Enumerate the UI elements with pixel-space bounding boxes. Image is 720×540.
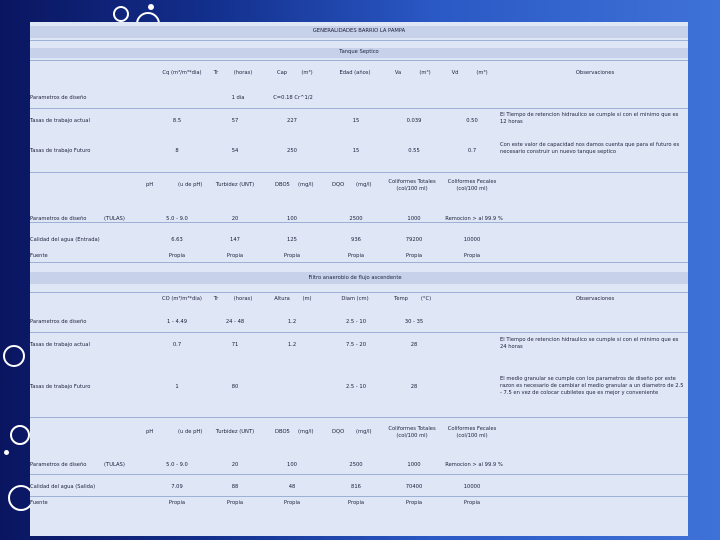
cell: 1.2	[287, 342, 297, 348]
cell: Propia	[347, 253, 365, 259]
col-header: Altura	[274, 296, 290, 302]
cell: 0.55	[408, 148, 420, 154]
cell: 1000	[407, 462, 421, 468]
cell: Propia	[168, 500, 186, 506]
col-header: DQO	[332, 429, 345, 435]
cell: 57	[231, 118, 239, 124]
cell: 5.0 - 9.0	[166, 462, 188, 468]
row-sublabel: (TULAS)	[104, 216, 125, 222]
col-header: pH	[146, 429, 154, 435]
cell: 0.7	[467, 148, 477, 154]
col-header: DBO5	[275, 429, 290, 435]
cell: Remocion > al 99.9 %	[445, 216, 503, 222]
observation: Con este valor de capacidad nos damos cuenta que para el futuro es necesario construir un nuevo tanque septico	[500, 142, 680, 155]
cell: 1.2	[287, 319, 297, 325]
decor-ring	[3, 345, 25, 367]
decor-ring	[10, 425, 30, 445]
cell: 8	[175, 148, 179, 154]
cell: 28	[410, 342, 418, 348]
col-header: Temp	[394, 296, 408, 302]
observation: El medio granular se cumple con los parametros de diseño por este razon es necesario de cambiar el medio granular a un diametro de 2.5 - 7.5 en vez de colocar cubiletes que es mejor y conveniente	[500, 376, 684, 396]
cell: 5.0 - 9.0	[166, 216, 188, 222]
row-label: Fuente	[30, 500, 48, 506]
col-header: Coliformes Totales (col/100 ml)	[388, 179, 436, 192]
row-sublabel: (TULAS)	[104, 462, 125, 468]
col-header: (m³)	[419, 70, 431, 76]
section-title: Tanque Septico	[339, 49, 379, 55]
cell: Propia	[405, 500, 423, 506]
col-header: Va	[394, 70, 402, 76]
cell: Propia	[283, 253, 301, 259]
cell: 20	[231, 216, 239, 222]
cell: 20	[231, 462, 239, 468]
row-label: Tasas de trabajo actual	[30, 118, 90, 124]
col-header: DQO	[332, 182, 345, 188]
cell: 71	[231, 342, 239, 348]
col-header: Turbidez (UNT)	[215, 429, 255, 435]
cell: Propia	[226, 253, 244, 259]
cell: 0.7	[172, 342, 182, 348]
cell: 936	[351, 237, 361, 243]
col-header: (horas)	[233, 296, 253, 302]
col-header: (m)	[302, 296, 312, 302]
col-header: (°C)	[420, 296, 432, 302]
cell: Propia	[347, 500, 365, 506]
col-header: Coliformes Totales (col/100 ml)	[388, 426, 436, 439]
row-label: Tasas de trabajo Futuro	[30, 384, 91, 390]
col-header: Diam (cm)	[341, 296, 369, 302]
cell: 10000	[463, 484, 481, 490]
col-header: Vd	[451, 70, 459, 76]
cell: 10000	[463, 237, 481, 243]
col-header: (m³)	[301, 70, 313, 76]
col-header: (mg/l)	[298, 429, 314, 435]
cell: Propia	[283, 500, 301, 506]
document-table	[30, 22, 688, 536]
col-header: Observaciones	[575, 70, 615, 76]
col-header: Edad (años)	[339, 70, 371, 76]
col-header: (horas)	[233, 70, 253, 76]
cell: 1 - 4.49	[166, 319, 188, 325]
col-header: (mg/l)	[356, 429, 372, 435]
cell: 2.5 - 10	[345, 319, 367, 325]
cell: 88	[231, 484, 239, 490]
cell: 79200	[405, 237, 423, 243]
col-header: pH	[146, 182, 154, 188]
cell: 250	[287, 148, 297, 154]
decor-dot	[148, 4, 154, 10]
cell: 1 dia	[231, 95, 245, 101]
col-header: (mg/l)	[356, 182, 372, 188]
cell: 1000	[407, 216, 421, 222]
cell: Propia	[405, 253, 423, 259]
cell: 100	[287, 462, 297, 468]
cell: 6.63	[171, 237, 183, 243]
page-title: GENERALIDADES BARRIO LA PAMPA	[312, 28, 406, 34]
cell: 816	[351, 484, 361, 490]
col-header: Cq (m³/m³*dia)	[162, 70, 202, 76]
cell: 70400	[405, 484, 423, 490]
cell: 15	[352, 118, 360, 124]
cell: Propia	[226, 500, 244, 506]
row-label: Tasas de trabajo Futuro	[30, 148, 91, 154]
row-label: Calidad del agua (Entrada)	[30, 237, 100, 243]
col-header: Turbidez (UNT)	[215, 182, 255, 188]
row-label: Parametros de diseño	[30, 95, 87, 101]
cell: 125	[287, 237, 297, 243]
cell: 2500	[349, 462, 363, 468]
row-label: Calidad del agua (Salida)	[30, 484, 96, 490]
cell: 0.50	[466, 118, 478, 124]
col-header: (u de pH)	[178, 182, 203, 188]
cell: 54	[231, 148, 239, 154]
cell: 1	[175, 384, 179, 390]
decor-ring	[113, 6, 129, 22]
cell: 15	[352, 148, 360, 154]
section-title: Filtro anaerobio de flujo ascendente	[308, 275, 402, 281]
cell: 48	[288, 484, 296, 490]
col-header: Tr	[213, 296, 219, 302]
cell: 2.5 - 10	[345, 384, 367, 390]
cell: 28	[410, 384, 418, 390]
col-header: DBO5	[275, 182, 290, 188]
row-label: Fuente	[30, 253, 48, 259]
col-header: CO (m³/m³*dia)	[162, 296, 202, 302]
cell: 8.5	[172, 118, 182, 124]
cell: 7.5 - 20	[345, 342, 367, 348]
col-header: (mg/l)	[298, 182, 314, 188]
row-label: Parametros de diseño	[30, 319, 87, 325]
col-header: (u de pH)	[178, 429, 203, 435]
cell: 100	[287, 216, 297, 222]
cell: 227	[287, 118, 297, 124]
col-header: Coliformes Fecales (col/100 ml)	[447, 426, 497, 439]
cell: 147	[230, 237, 240, 243]
cell: 0.039	[406, 118, 422, 124]
row-label: Parametros de diseño	[30, 462, 87, 468]
observation: El Tiempo de retencion hidraulico se cumple si con el minimo que es 12 horas	[500, 112, 679, 125]
row-label: Parametros de diseño	[30, 216, 87, 222]
cell: Propia	[463, 500, 481, 506]
cell: Propia	[168, 253, 186, 259]
decor-dot	[4, 450, 9, 455]
col-header: Tr	[213, 70, 219, 76]
col-header: Cap	[276, 70, 288, 76]
col-header: Observaciones	[575, 296, 615, 302]
observation: El Tiempo de retencion hidraulico se cumple si con el minimo que es 24 horas	[500, 337, 679, 350]
col-header: Coliformes Fecales (col/100 ml)	[447, 179, 497, 192]
cell: 24 - 48	[225, 319, 245, 325]
cell: 80	[231, 384, 239, 390]
row-label: Tasas de trabajo actual	[30, 342, 90, 348]
cell: Remocion > al 99.9 %	[445, 462, 503, 468]
cell: C=0.18 Cr^1/2	[273, 95, 313, 101]
cell: Propia	[463, 253, 481, 259]
cell: 7.09	[171, 484, 183, 490]
col-header: (m³)	[476, 70, 488, 76]
cell: 2500	[349, 216, 363, 222]
cell: 30 - 35	[404, 319, 424, 325]
